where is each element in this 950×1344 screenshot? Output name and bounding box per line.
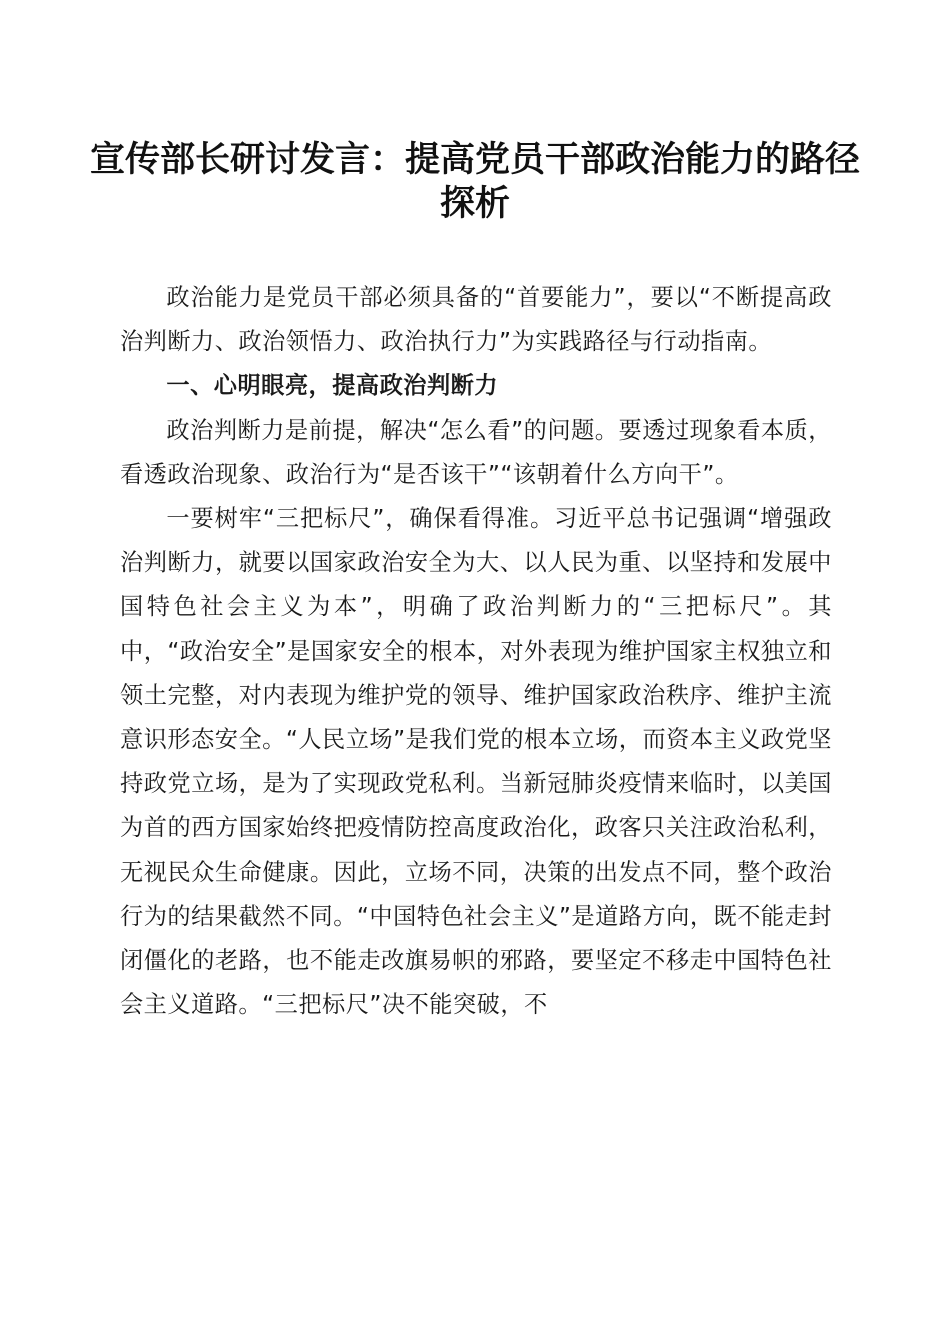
section-heading: 一、心明眼亮，提高政治判断力 xyxy=(166,372,499,400)
document-body xyxy=(120,276,832,1027)
document-title: 宣传部长研讨发言：提高党员干部政治能力的路径探析 xyxy=(89,139,860,224)
body-paragraph: 一要树牢“三把标尺”，确保看得准。习近平总书记强调“增强政治判断力，就要以国家政治安全为大、以人民为重、以坚持和发展中国特色社会主义为本”，明确了政治判断力的“三把标尺”。其中，“政治安全”是国家安全的根本，对外表现为维护国家主权独立和领土完整，对内表现为维护党的领导、维护国家政治秩序、维护主流意识形态安全。“人民立场”是我们党的根本立场，而资本主义政党坚持政党立场，是为了实现政党私利。当新冠肺炎疫情来临时，以美国为首的西方国家始终把疫情防控高度政治化，政客只关注政治私利，无视民众生命健康。因此，立场不同，决策的出发点不同，整个政治行为的结果截然不同。“中国特色社会主义”是道路方向，既不能走封闭僵化的老路，也不能走改旗易帜的邪路，要坚定不移走中国特色社会主义道路。“三把标尺”决不能突破，不 xyxy=(120,505,832,1019)
intro-paragraph: 政治能力是党员干部必须具备的“首要能力”，要以“不断提高政治判断力、政治领悟力、政治执行力”为实践路径与行动指南。 xyxy=(120,284,832,356)
body-paragraph: 政治判断力是前提，解决“怎么看”的问题。要透过现象看本质，看透政治现象、政治行为“是否该干”“该朝着什么方向干”。 xyxy=(120,416,832,488)
